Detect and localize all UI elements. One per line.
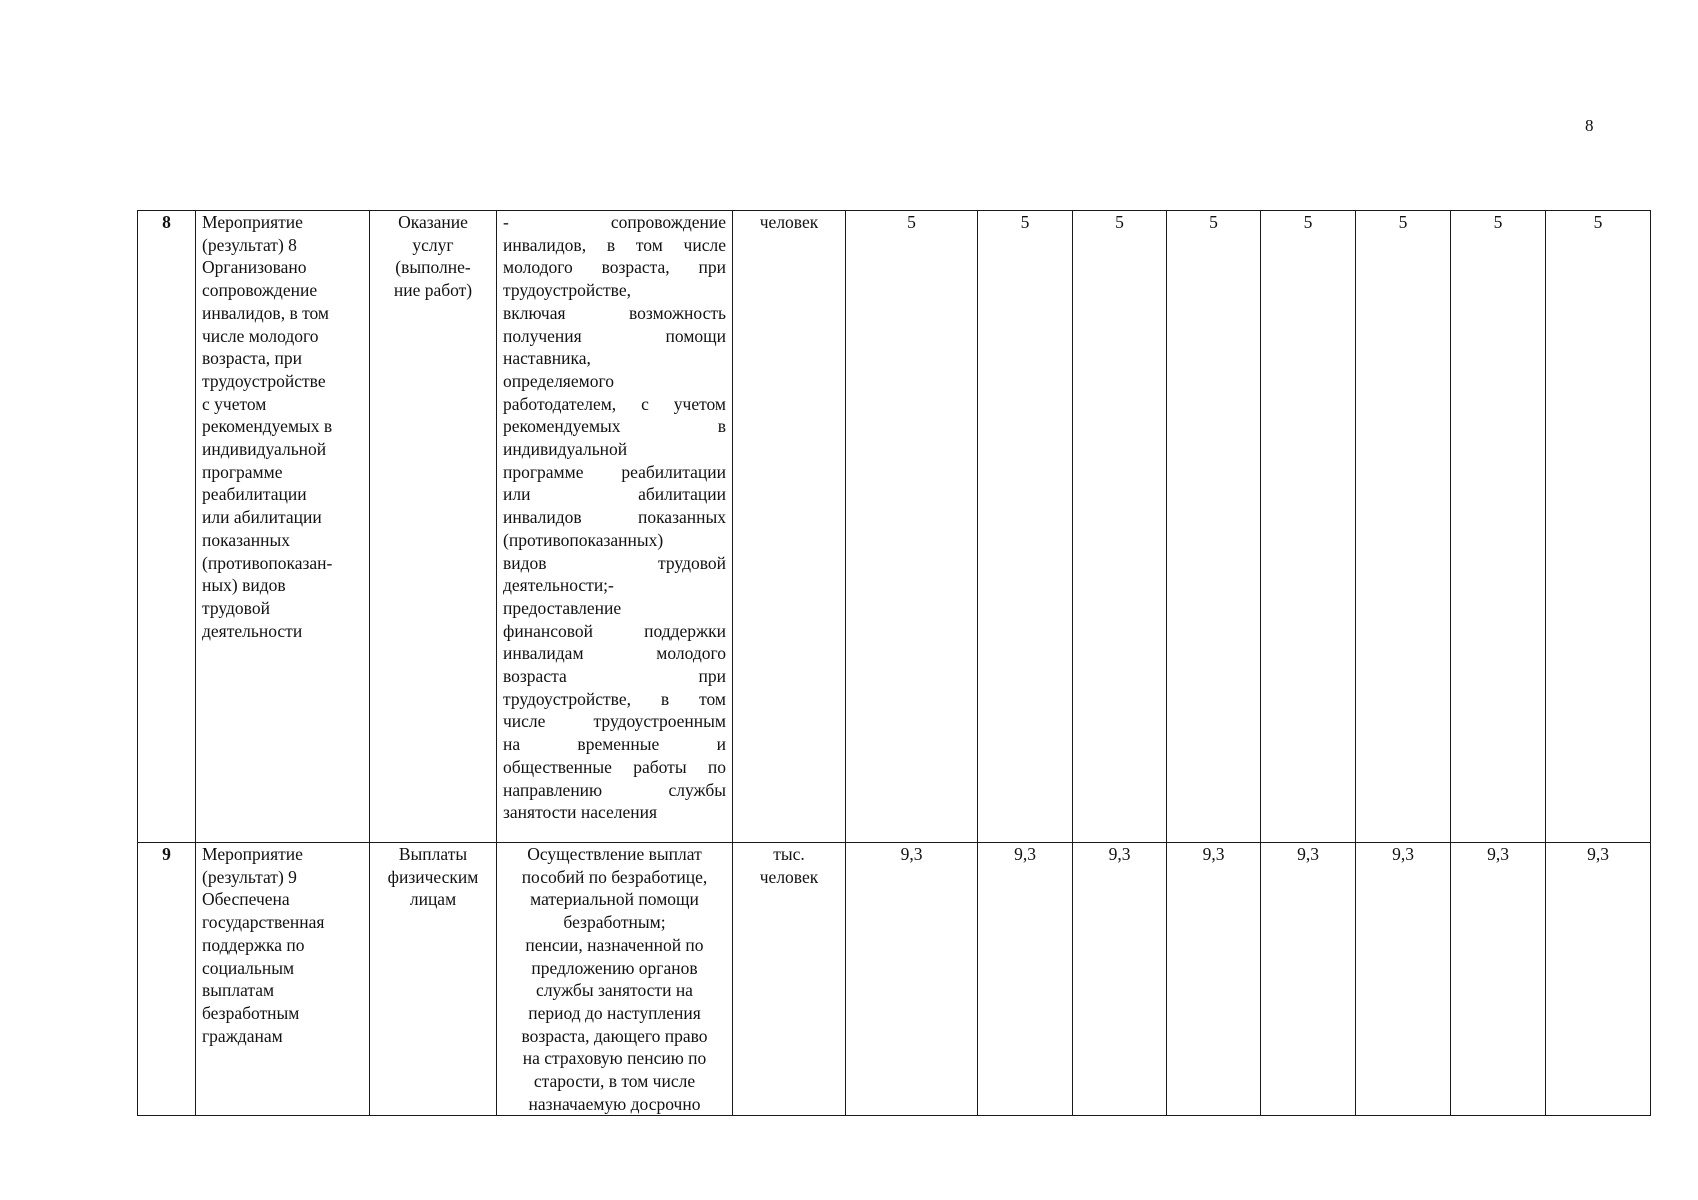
value-cell: 9,3 <box>1451 843 1546 1116</box>
value-cell: 9,3 <box>1356 843 1451 1116</box>
unit-cell: тыс. человек <box>733 843 846 1116</box>
value-cell: 9,3 <box>978 843 1073 1116</box>
value-cell: 5 <box>1451 211 1546 843</box>
value-cell: 5 <box>846 211 978 843</box>
value-cell: 9,3 <box>846 843 978 1116</box>
measure-name-cell: Мероприятие (результат) 8 Организовано сопровождение инвалидов, в том числе молодого возраста, при трудоустройстве с учетом рекомендуемых в индивидуальной программе реабилитации или абилитации показанных (противопоказан- ных) видов трудовой деятельности <box>196 211 370 843</box>
row-number-cell: 8 <box>138 211 196 843</box>
measure-type-cell: Выплаты физическим лицам <box>370 843 497 1116</box>
value-cell: 9,3 <box>1261 843 1356 1116</box>
measures-table <box>137 210 1651 1116</box>
value-cell: 5 <box>1546 211 1651 843</box>
value-cell: 5 <box>1073 211 1167 843</box>
value-cell: 5 <box>978 211 1073 843</box>
value-cell: 5 <box>1356 211 1451 843</box>
measure-description-cell: - сопровождение инвалидов, в том числе молодого возраста, при трудоустройстве, включая возможность получения помощи наставника, определяемого работодателем, с учетом рекомендуемых в индивидуальной программе реабилитации или абилитации инвалидов показанных (противопоказанных) видов трудовой деятельности;- предоставление финансовой поддержки инвалидам молодого возраста при трудоустройстве, в том числе трудоустроенным на временные и общественные работы по направлению службы занятости населения <box>497 211 733 843</box>
unit-cell: человек <box>733 211 846 843</box>
measure-type-cell: Оказание услуг (выполне- ние работ) <box>370 211 497 843</box>
table-row <box>138 211 1651 843</box>
value-cell: 5 <box>1261 211 1356 843</box>
value-cell: 9,3 <box>1546 843 1651 1116</box>
row-number-cell: 9 <box>138 843 196 1116</box>
measure-name-cell: Мероприятие (результат) 9 Обеспечена государственная поддержка по социальным выплатам безработным гражданам <box>196 843 370 1116</box>
table-row <box>138 843 1651 1116</box>
page-number: 8 <box>1585 116 1594 135</box>
measure-description-cell: Осуществление выплат пособий по безработице, материальной помощи безработным; пенсии, назначенной по предложению органов службы занятости на период до наступления возраста, дающего право на страховую пенсию по старости, в том числе назначаемую досрочно <box>497 843 733 1116</box>
value-cell: 5 <box>1167 211 1261 843</box>
value-cell: 9,3 <box>1073 843 1167 1116</box>
value-cell: 9,3 <box>1167 843 1261 1116</box>
